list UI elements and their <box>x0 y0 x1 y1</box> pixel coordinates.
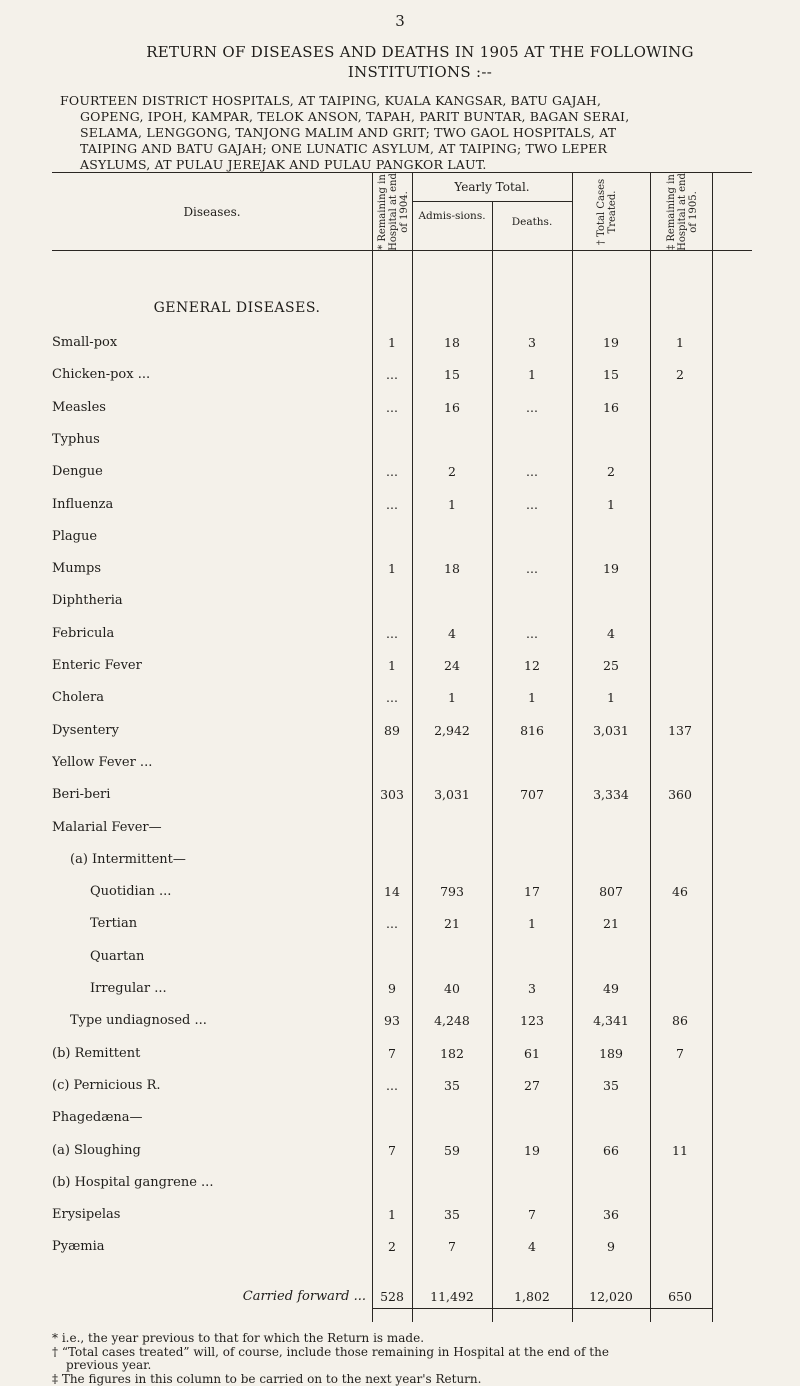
disease-name: (b) Hospital gangrene ... <box>52 1172 372 1194</box>
disease-name: Pyæmia <box>52 1236 372 1258</box>
disease-name: Influenza <box>52 494 372 516</box>
table-row <box>52 1204 752 1226</box>
table-row <box>52 558 752 580</box>
total-treated-cell: 4,341 <box>572 1010 650 1032</box>
table-row <box>52 397 752 419</box>
deaths-cell: 1 <box>492 687 572 709</box>
table-row <box>52 332 752 354</box>
admissions-cell: 2,942 <box>412 720 492 742</box>
total-treated-cell: 19 <box>572 558 650 580</box>
remaining-end-cell: 86 <box>650 1010 710 1032</box>
remaining-start-cell: 1 <box>372 655 412 677</box>
deaths-cell: 123 <box>492 1010 572 1032</box>
total-treated-cell: 807 <box>572 881 650 903</box>
deaths-cell: 61 <box>492 1043 572 1065</box>
deaths-cell: 3 <box>492 978 572 1000</box>
deaths-cell: 4 <box>492 1236 572 1258</box>
remaining-start-cell: ... <box>372 687 412 709</box>
deaths-cell: 707 <box>492 784 572 806</box>
total-treated-cell: 25 <box>572 655 650 677</box>
deaths-cell: 816 <box>492 720 572 742</box>
deaths-cell: 1 <box>492 913 572 935</box>
intro-line-2: GOPENG, IPOH, KAMPAR, TELOK ANSON, TAPAH, PARIT BUNTAR, BAGAN SERAI, <box>60 109 772 125</box>
table-row <box>52 881 752 903</box>
disease-name: Mumps <box>52 558 372 580</box>
admissions-cell: 16 <box>412 397 492 419</box>
total-treated-cell: 36 <box>572 1204 650 1226</box>
disease-name: Plague <box>52 526 372 548</box>
admissions-cell: 21 <box>412 913 492 935</box>
admissions-cell: 59 <box>412 1140 492 1162</box>
table-row <box>52 849 752 871</box>
remaining-end-cell: 1 <box>650 332 710 354</box>
table-row <box>52 461 752 483</box>
total-treated-cell: 15 <box>572 364 650 386</box>
total-treated-cell: 3,031 <box>572 720 650 742</box>
remaining-end-cell: 11 <box>650 1140 710 1162</box>
carried-remaining-start: 528 <box>372 1286 412 1308</box>
disease-name: Yellow Fever ... <box>52 752 372 774</box>
total-treated-header: † Total Cases Treated. <box>596 172 626 252</box>
remaining-start-cell: 89 <box>372 720 412 742</box>
admissions-cell: 15 <box>412 364 492 386</box>
admissions-header: Admis-sions. <box>412 210 492 222</box>
deaths-cell: 7 <box>492 1204 572 1226</box>
admissions-cell: 18 <box>412 558 492 580</box>
disease-name: Measles <box>52 397 372 419</box>
disease-name: (a) Intermittent— <box>52 849 372 871</box>
remaining-start-cell: ... <box>372 913 412 935</box>
total-treated-cell: 66 <box>572 1140 650 1162</box>
admissions-cell: 35 <box>412 1075 492 1097</box>
admissions-cell: 1 <box>412 687 492 709</box>
table-row <box>52 1140 752 1162</box>
remaining-start-cell: 93 <box>372 1010 412 1032</box>
institutions-paragraph <box>60 93 772 173</box>
disease-name: Enteric Fever <box>52 655 372 677</box>
deaths-header: Deaths. <box>492 216 572 228</box>
table-row <box>52 623 752 645</box>
deaths-cell: 19 <box>492 1140 572 1162</box>
remaining-start-cell: 1 <box>372 1204 412 1226</box>
remaining-end-header: ‡ Remaining in Hospital at end of 1905. <box>666 172 696 252</box>
table-row <box>52 494 752 516</box>
intro-line-5: ASYLUMS, AT PULAU JEREJAK AND PULAU PANGKOR LAUT. <box>60 157 772 173</box>
footnotes <box>52 1332 752 1386</box>
remaining-start-cell: 1 <box>372 558 412 580</box>
admissions-cell: 2 <box>412 461 492 483</box>
deaths-cell: 3 <box>492 332 572 354</box>
deaths-cell: ... <box>492 494 572 516</box>
section-title: GENERAL DISEASES. <box>52 300 422 316</box>
diseases-header: Diseases. <box>52 206 372 218</box>
total-treated-cell: 1 <box>572 494 650 516</box>
total-treated-cell: 21 <box>572 913 650 935</box>
table-row <box>52 655 752 677</box>
remaining-start-cell: 1 <box>372 332 412 354</box>
intro-line-4: TAIPING AND BATU GAJAH; ONE LUNATIC ASYLUM, AT TAIPING; TWO LEPER <box>60 141 772 157</box>
carried-forward-row <box>52 1286 752 1308</box>
remaining-start-cell: ... <box>372 623 412 645</box>
remaining-end-cell: 360 <box>650 784 710 806</box>
disease-name: (c) Pernicious R. <box>52 1075 372 1097</box>
page-number: 3 <box>0 12 800 30</box>
footnote-1: * i.e., the year previous to that for which the Return is made. <box>52 1332 752 1346</box>
carried-total-treated: 12,020 <box>572 1286 650 1308</box>
disease-name: Febricula <box>52 623 372 645</box>
disease-name: Beri-beri <box>52 784 372 806</box>
total-treated-cell: 35 <box>572 1075 650 1097</box>
remaining-start-cell: 7 <box>372 1043 412 1065</box>
admissions-cell: 24 <box>412 655 492 677</box>
table-row <box>52 946 752 968</box>
total-treated-cell: 1 <box>572 687 650 709</box>
carried-admissions: 11,492 <box>412 1286 492 1308</box>
table-row <box>52 1075 752 1097</box>
disease-name: Dengue <box>52 461 372 483</box>
title-line-1: RETURN OF DISEASES AND DEATHS IN 1905 AT THE FOLLOWING <box>70 42 770 62</box>
carried-deaths: 1,802 <box>492 1286 572 1308</box>
disease-name: Small-pox <box>52 332 372 354</box>
admissions-cell: 182 <box>412 1043 492 1065</box>
remaining-start-header: * Remaining in Hospital at end of 1904. <box>377 172 407 252</box>
disease-name: Cholera <box>52 687 372 709</box>
admissions-cell: 40 <box>412 978 492 1000</box>
table-row <box>52 817 752 839</box>
table-row <box>52 526 752 548</box>
table-row <box>52 1043 752 1065</box>
disease-return-table <box>52 172 752 1322</box>
remaining-start-cell: 7 <box>372 1140 412 1162</box>
disease-name: Diphtheria <box>52 590 372 612</box>
carried-forward-label: Carried forward ... <box>52 1286 372 1308</box>
disease-name: Chicken-pox ... <box>52 364 372 386</box>
intro-line-1: FOURTEEN DISTRICT HOSPITALS, AT TAIPING, KUALA KANGSAR, BATU GAJAH, <box>60 93 772 109</box>
remaining-start-cell: ... <box>372 397 412 419</box>
deaths-cell: ... <box>492 558 572 580</box>
table-row <box>52 752 752 774</box>
remaining-start-cell: 2 <box>372 1236 412 1258</box>
yearly-total-header: Yearly Total. <box>412 181 572 193</box>
table-row <box>52 590 752 612</box>
disease-name: (b) Remittent <box>52 1043 372 1065</box>
remaining-start-cell: ... <box>372 1075 412 1097</box>
remaining-end-cell: 2 <box>650 364 710 386</box>
remaining-start-cell: ... <box>372 494 412 516</box>
disease-name: Dysentery <box>52 720 372 742</box>
table-row <box>52 1107 752 1129</box>
remaining-end-cell: 7 <box>650 1043 710 1065</box>
intro-line-3: SELAMA, LENGGONG, TANJONG MALIM AND GRIT; TWO GAOL HOSPITALS, AT <box>60 125 772 141</box>
total-treated-cell: 3,334 <box>572 784 650 806</box>
disease-name: Quotidian ... <box>52 881 372 903</box>
remaining-start-cell: 303 <box>372 784 412 806</box>
disease-name: Erysipelas <box>52 1204 372 1226</box>
table-row <box>52 978 752 1000</box>
total-treated-cell: 49 <box>572 978 650 1000</box>
footnote-2: † “Total cases treated” will, of course, include those remaining in Hospital at the end of the <box>52 1346 752 1360</box>
admissions-cell: 793 <box>412 881 492 903</box>
admissions-cell: 4 <box>412 623 492 645</box>
table-row <box>52 784 752 806</box>
table-row <box>52 429 752 451</box>
remaining-start-cell: 14 <box>372 881 412 903</box>
admissions-cell: 4,248 <box>412 1010 492 1032</box>
remaining-start-cell: ... <box>372 461 412 483</box>
table-row <box>52 687 752 709</box>
total-treated-cell: 189 <box>572 1043 650 1065</box>
total-treated-cell: 16 <box>572 397 650 419</box>
remaining-end-cell: 46 <box>650 881 710 903</box>
disease-name: (a) Sloughing <box>52 1140 372 1162</box>
page-title <box>70 42 770 82</box>
total-treated-cell: 4 <box>572 623 650 645</box>
table-row <box>52 913 752 935</box>
admissions-cell: 1 <box>412 494 492 516</box>
admissions-cell: 7 <box>412 1236 492 1258</box>
disease-name: Quartan <box>52 946 372 968</box>
deaths-cell: 1 <box>492 364 572 386</box>
table-row <box>52 364 752 386</box>
deaths-cell: 27 <box>492 1075 572 1097</box>
disease-name: Type undiagnosed ... <box>52 1010 372 1032</box>
carried-remaining-end: 650 <box>650 1286 710 1308</box>
admissions-cell: 18 <box>412 332 492 354</box>
total-treated-cell: 2 <box>572 461 650 483</box>
disease-name: Typhus <box>52 429 372 451</box>
table-row <box>52 720 752 742</box>
title-line-2: INSTITUTIONS :-- <box>70 62 770 82</box>
total-treated-cell: 19 <box>572 332 650 354</box>
deaths-cell: ... <box>492 397 572 419</box>
disease-name: Phagedæna— <box>52 1107 372 1129</box>
total-treated-cell: 9 <box>572 1236 650 1258</box>
remaining-end-cell: 137 <box>650 720 710 742</box>
deaths-cell: ... <box>492 461 572 483</box>
footnote-3: ‡ The figures in this column to be carried on to the next year's Return. <box>52 1373 752 1386</box>
remaining-start-cell: 9 <box>372 978 412 1000</box>
remaining-start-cell: ... <box>372 364 412 386</box>
table-row <box>52 1236 752 1258</box>
footnote-2-continued: previous year. <box>52 1359 752 1373</box>
admissions-cell: 3,031 <box>412 784 492 806</box>
disease-name: Malarial Fever— <box>52 817 372 839</box>
disease-name: Irregular ... <box>52 978 372 1000</box>
table-row <box>52 1010 752 1032</box>
disease-name: Tertian <box>52 913 372 935</box>
table-row <box>52 1172 752 1194</box>
admissions-cell: 35 <box>412 1204 492 1226</box>
deaths-cell: ... <box>492 623 572 645</box>
deaths-cell: 12 <box>492 655 572 677</box>
deaths-cell: 17 <box>492 881 572 903</box>
